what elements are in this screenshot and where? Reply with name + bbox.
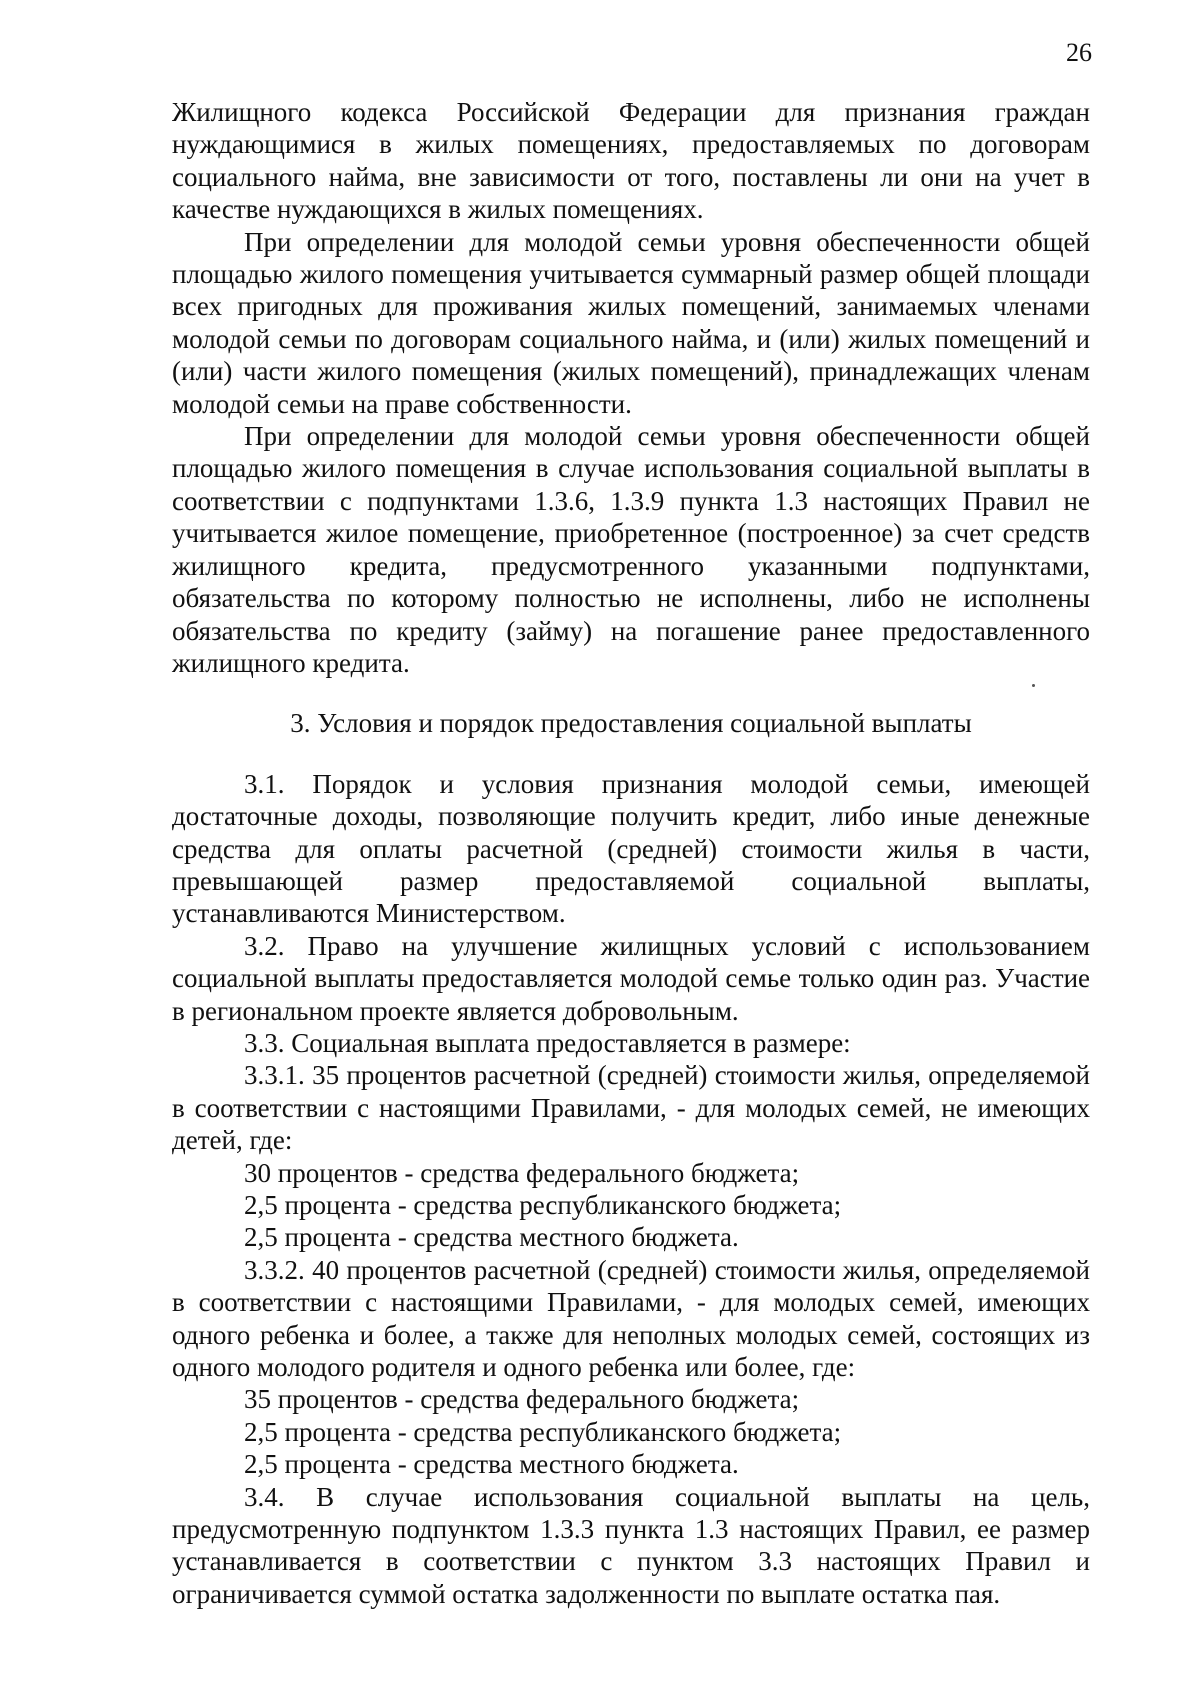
document-body (172, 96, 1090, 1610)
clause-3-4: 3.4. В случае использования социальной выплаты на цель, предусмотренную подпунктом 1.3.3 пункта 1.3 настоящих Правил, ее размер устанавливается в соответствии с пунктом 3.3 настоящих Правил и ограничивается суммой остатка задолженности по выплате остатка пая. (172, 1481, 1090, 1609)
clause-3-1: 3.1. Порядок и условия признания молодой семьи, имеющей достаточные доходы, позволяющие получить кредит, либо иные денежные средства для оплаты расчетной (средней) стоимости жилья в части, превышающей размер предоставляемой социальной выплаты, устанавливаются Министерством. (172, 768, 1090, 929)
list-item: 2,5 процента - средства местного бюджета. (244, 1449, 739, 1480)
paragraph-living-area: При определении для молодой семьи уровня обеспеченности общей площадью жилого помещения учитывается суммарный размер общей площади всех пригодных для проживания жилых помещений, занимаемых членами молодой семьи по договорам социального найма, и (или) жилых помещений и (или) части жилого помещения (жилых помещений), принадлежащих членам молодой семьи на праве собственности. (172, 226, 1090, 419)
paragraph-continuation: Жилищного кодекса Российской Федерации для признания граждан нуждающимися в жилых помещениях, предоставляемых по договорам социального найма, вне зависимости от того, поставлены ли они на учет в качестве нуждающихся в жилых помещениях. (172, 97, 1090, 225)
list-item: 2,5 процента - средства республиканского бюджета; (244, 1416, 842, 1447)
clause-3-3-2: 3.3.2. 40 процентов расчетной (средней) стоимости жилья, определяемой в соответствии с настоящими Правилами, - для молодых семей, имеющих одного ребенка и более, а также для неполных молодых семей, состоящих из одного молодого родителя и одного ребенка или более, где: (172, 1254, 1090, 1383)
section-heading: 3. Условия и порядок предоставления социальной выплаты (290, 708, 972, 739)
list-item: 2,5 процента - средства местного бюджета. (244, 1222, 739, 1253)
page-number: 26 (1066, 38, 1092, 67)
list-item: 2,5 процента - средства республиканского бюджета; (244, 1190, 842, 1220)
scan-speck (1032, 684, 1035, 687)
list-item: 35 процентов - средства федерального бюджета; (244, 1384, 800, 1415)
clause-3-2: 3.2. Право на улучшение жилищных условий с использованием социальной выплаты предоставляется молодой семье только один раз. Участие в региональном проекте является добровольным. (172, 930, 1090, 1026)
clause-3-3: 3.3. Социальная выплата предоставляется в размере: (244, 1027, 851, 1058)
paragraph-credit-exclusion: При определении для молодой семьи уровня обеспеченности общей площадью жилого помещения в случае использования социальной выплаты в соответствии с подпунктами 1.3.6, 1.3.9 пункта 1.3 настоящих Правил не учитывается жилое помещение, приобретенное (построенное) за счет средств жилищного кредита, предусмотренного указанными подпунктами, обязательства по которому полностью не исполнены, либо не исполнены обязательства по кредиту (займу) на погашение ранее предоставленного жилищного кредита. (172, 421, 1090, 678)
clause-3-3-1: 3.3.1. 35 процентов расчетной (средней) стоимости жилья, определяемой в соответствии с настоящими Правилами, - для молодых семей, не имеющих детей, где: (172, 1060, 1090, 1156)
list-item: 30 процентов - средства федерального бюджета; (244, 1157, 800, 1188)
